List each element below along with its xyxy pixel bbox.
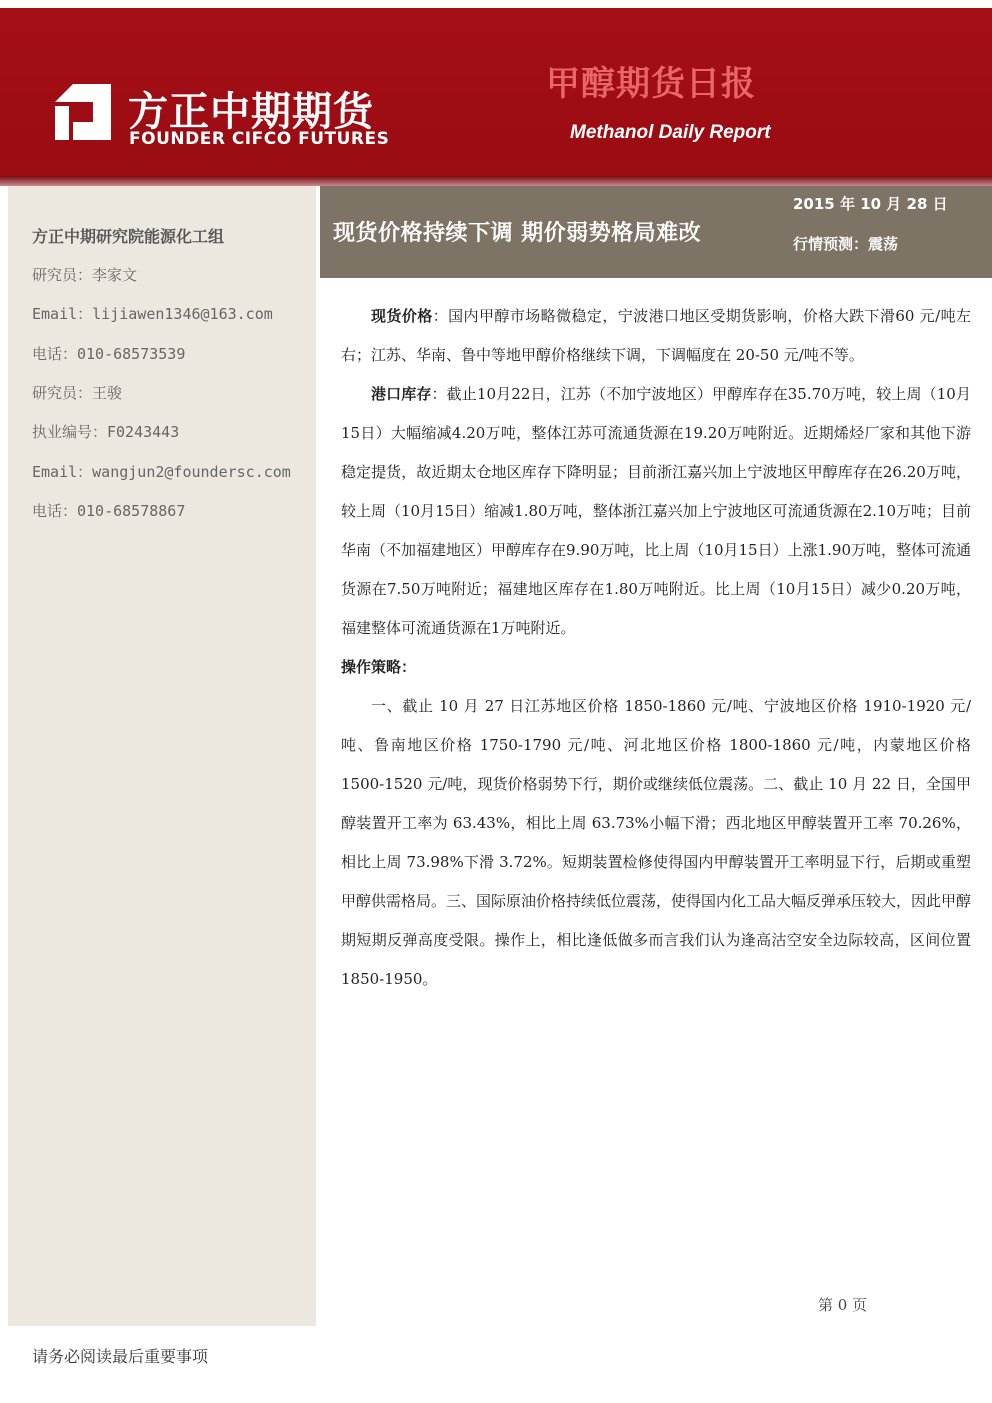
analyst-1-email: Email：lijiawen1346@163.com <box>32 305 273 323</box>
disclaimer-note: 请务必阅读最后重要事项 <box>32 1347 209 1366</box>
headline: 现货价格持续下调 期价弱势格局难改 <box>333 221 702 246</box>
analyst-1-phone: 电话：010-68573539 <box>32 345 186 363</box>
spot-price-paragraph <box>341 297 971 375</box>
report-title-en: Methanol Daily Report <box>570 122 771 143</box>
strategy-heading-paragraph <box>341 648 971 687</box>
strategy-paragraph: 一、截止 10 月 27 日江苏地区价格 1850-1860 元/吨、宁波地区价格 1910-1920 元/吨、鲁南地区价格 1750-1790 元/吨、河北地区价格 1800-1860 元/吨，内蒙地区价格 1500-1520 元/吨，现货价格弱势下行，期价或继续低位震荡。二、截止 10 月 22 日，全国甲醇装置开工率为 63.43%，相比上周 63.73%小幅下滑；西北地区甲醇装置开工率 70.26%，相比上周 73.98%下滑 3.72%。短期装置检修使得国内甲醇装置开工率明显下行，后期或重塑甲醇供需格局。三、国际原油价格持续低位震荡，使得国内化工品大幅反弹承压较大，因此甲醇期短期反弹高度受限。操作上，相比逢低做多而言我们认为逢高沽空安全边际较高，区间位置 1850-1950。 <box>341 697 972 988</box>
port-inventory-paragraph <box>341 375 971 648</box>
research-group-heading: 方正中期研究院能源化工组 <box>32 227 225 246</box>
page-number: 第 0 页 <box>818 1296 868 1314</box>
report-title-cn: 甲醇期货日报 <box>546 64 756 104</box>
analyst-2-phone: 电话：010-68578867 <box>32 502 186 520</box>
market-forecast: 行情预测：震荡 <box>793 235 899 253</box>
spot-price-label: 现货价格 <box>371 307 433 325</box>
port-inventory-text: ：截止10月22日，江苏（不加宁波地区）甲醇库存在35.70万吨，较上周（10月15日）大幅缩减4.20万吨，整体江苏可流通货源在19.20万吨附近。近期烯烃厂家和其他下游稳定提货，故近期太仓地区库存下降明显；目前浙江嘉兴加上宁波地区甲醇库存在26.20万吨，较上周（10月15日）缩减1.80万吨，整体浙江嘉兴加上宁波地区可流通货源在2.10万吨；目前华南（不加福建地区）甲醇库存在9.90万吨，比上周（10月15日）上涨1.90万吨，整体可流通货源在7.50万吨附近；福建地区库存在1.80万吨附近。比上周（10月15日）减少0.20万吨，福建整体可流通货源在1万吨附近。 <box>341 385 971 637</box>
company-name-en: FOUNDER CIFCO FUTURES <box>129 129 390 149</box>
analyst-2-license: 执业编号：F0243443 <box>32 423 180 441</box>
company-name-cn: 方正中期期货 <box>128 89 374 135</box>
analyst-1-name: 研究员：李家文 <box>32 266 138 284</box>
banner-shadow <box>0 176 992 186</box>
analyst-2-name: 研究员：王骏 <box>32 384 123 402</box>
port-inventory-label: 港口库存 <box>371 385 432 403</box>
spot-price-text: ：国内甲醇市场略微稳定，宁波港口地区受期货影响，价格大跌下滑60 元/吨左右；江苏、华南、鲁中等地甲醇价格继续下调，下调幅度在 20-50 元/吨不等。 <box>341 307 971 364</box>
report-body <box>341 297 971 999</box>
company-logo-icon <box>55 84 111 140</box>
analyst-2-email: Email：wangjun2@foundersc.com <box>32 463 291 481</box>
strategy-label: 操作策略： <box>341 658 417 676</box>
report-date: 2015 年 10 月 28 日 <box>793 195 948 213</box>
